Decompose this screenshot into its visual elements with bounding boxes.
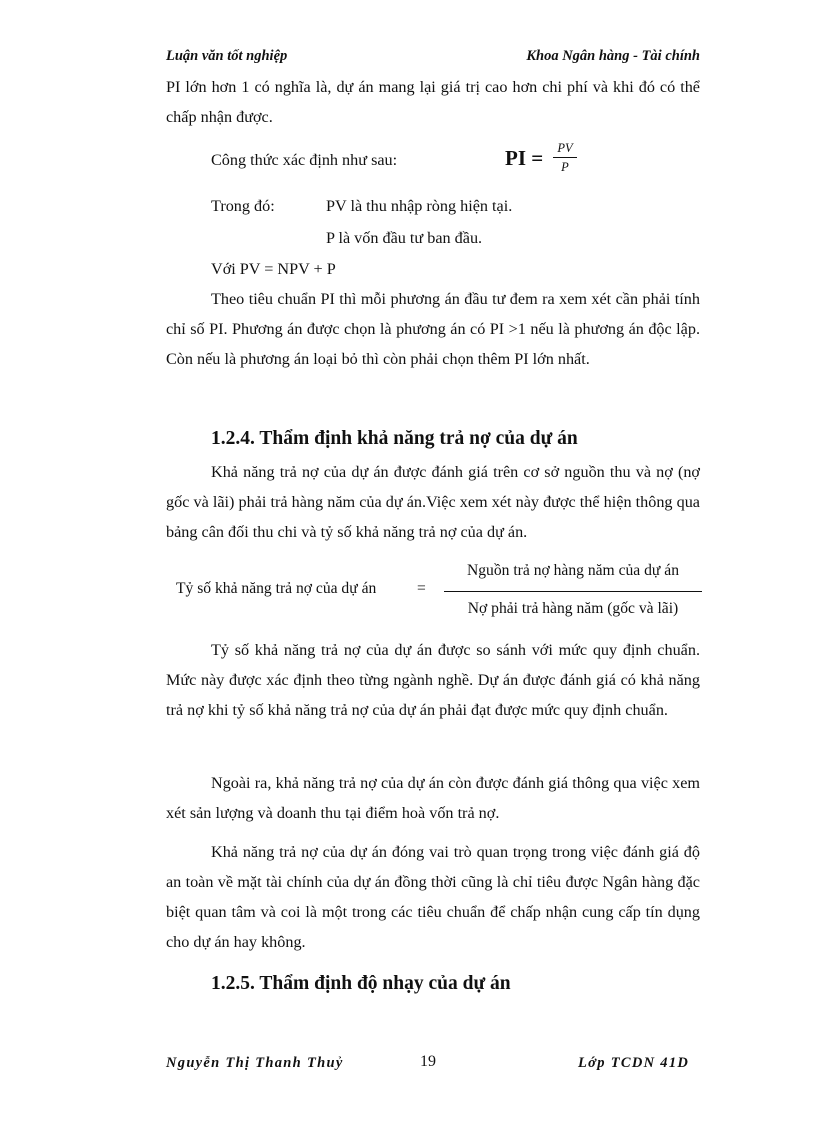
pi-formula-lhs: PI = <box>505 146 544 170</box>
heading-1-2-5: 1.2.5. Thẩm định độ nhạy của dự án <box>211 973 511 994</box>
formula-label: Công thức xác định như sau: <box>211 151 398 169</box>
definitions-intro: Trong đó: <box>211 197 275 215</box>
section-124-paragraph: Khả năng trả nợ của dự án được đánh giá trên cơ sở nguồn thu và nợ (nợ gốc và lãi) phải trả hàng năm của dự án.Việc xem xét này được thể hiện thông qua bảng cân đối thu chi và tỷ số khả năng trả nợ của dự án. <box>166 463 700 541</box>
ratio-equals: = <box>417 580 426 597</box>
definition-pv: PV là thu nhập ròng hiện tại. <box>326 197 513 215</box>
pv-equation: Với PV = NPV + P <box>211 260 336 278</box>
pi-fraction-bar <box>553 157 577 158</box>
body-paragraph: Khả năng trả nợ của dự án đóng vai trò quan trọng trong việc đánh giá độ an toàn về mặt tài chính của dự án đồng thời cũng là chỉ tiêu được Ngân hàng đặc biệt quan tâm và coi là một trong các tiêu chuẩn để chấp nhận cung cấp tín dụng cho dự án hay không. <box>166 843 700 951</box>
page-number: 19 <box>420 1053 436 1070</box>
pi-formula <box>505 140 585 190</box>
pi-paragraph: Theo tiêu chuẩn PI thì mỗi phương án đầu tư đem ra xem xét cần phải tính chỉ số PI. Phương án được chọn là phương án có PI >1 nếu là phương án độc lập. Còn nếu là phương án loại bỏ thì còn phải chọn thêm PI lớn nhất. <box>166 290 700 368</box>
pi-numerator: PV <box>557 141 573 155</box>
ratio-denominator: Nợ phải trả hàng năm (gốc và lãi) <box>467 600 679 617</box>
ratio-label: Tỷ số khả năng trả nợ của dự án <box>176 580 377 597</box>
intro-paragraph: PI lớn hơn 1 có nghĩa là, dự án mang lại giá trị cao hơn chi phí và khi đó có thể chấp nhận được. <box>166 78 700 126</box>
pi-denominator: P <box>561 160 569 174</box>
footer-class: Lớp TCDN 41D <box>578 1055 690 1071</box>
page-header <box>166 48 700 70</box>
ratio-fraction-bar <box>444 591 702 592</box>
definition-p: P là vốn đầu tư ban đầu. <box>326 229 483 247</box>
header-right: Khoa Ngân hàng - Tài chính <box>526 48 700 64</box>
ratio-numerator: Nguồn trả nợ hàng năm của dự án <box>467 562 679 579</box>
header-left: Luận văn tốt nghiệp <box>166 48 288 64</box>
body-paragraph: Tỷ số khả năng trả nợ của dự án được so sánh với mức quy định chuẩn. Mức này được xác định theo từng ngành nghề. Dự án được đánh giá có khả năng trả nợ khi tỷ số khả năng trả nợ của dự án phải đạt được mức quy định chuẩn. <box>166 641 700 719</box>
body-paragraph: Ngoài ra, khả năng trả nợ của dự án còn được đánh giá thông qua việc xem xét sản lượng và doanh thu tại điểm hoà vốn trả nợ. <box>166 774 700 822</box>
footer-author: Nguyễn Thị Thanh Thuỷ <box>166 1055 344 1071</box>
pi-fraction <box>553 140 577 175</box>
heading-1-2-4: 1.2.4. Thẩm định khả năng trả nợ của dự án <box>211 428 578 449</box>
